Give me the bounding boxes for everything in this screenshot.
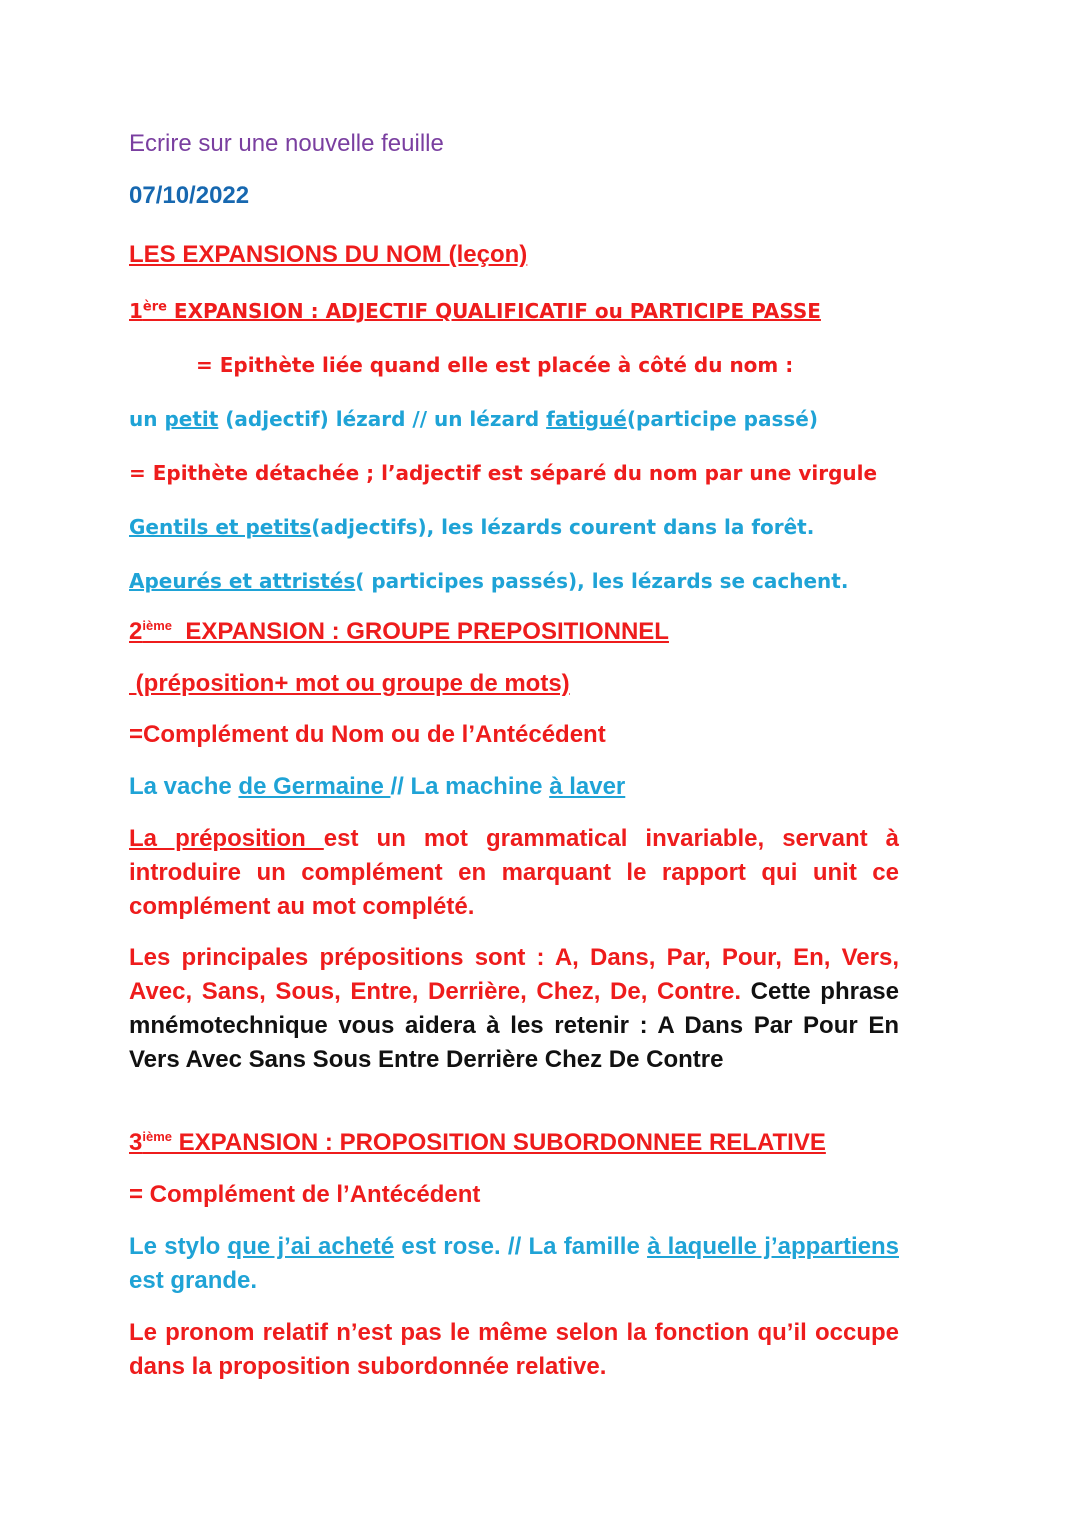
example-text: (participe passé) xyxy=(626,407,818,431)
preposition-definition: est un mot grammatical invariable, servant à introduire un complément en marquant le rapport qui unit ce complément au mot complété. xyxy=(129,825,899,920)
preposition-term: La préposition xyxy=(129,825,324,852)
expansion-2-example xyxy=(129,772,625,802)
expansion-1-example-2 xyxy=(129,512,814,542)
instruction-text: Ecrire sur une nouvelle feuille xyxy=(129,130,444,157)
expansion-1-example-1 xyxy=(129,404,818,434)
example-underlined: Apeurés et attristés xyxy=(129,569,356,593)
example-text: est rose. // La famille xyxy=(394,1233,648,1260)
expansion-2-definition: =Complément du Nom ou de l’Antécédent xyxy=(129,721,606,748)
expansion-1-heading xyxy=(129,296,821,326)
relative-pronoun-paragraph: Le pronom relatif n’est pas le même selon la fonction qu’il occupe dans la proposition subordonnée relative. xyxy=(129,1319,899,1380)
example-underlined: Gentils et petits xyxy=(129,515,312,539)
example-text: ( participes passés), les lézards se cachent. xyxy=(355,569,849,593)
example-underlined: à laquelle j’appartiens xyxy=(647,1233,899,1260)
lesson-title: LES EXPANSIONS DU NOM (leçon) xyxy=(129,241,528,268)
example-text: Le stylo xyxy=(129,1233,228,1260)
example-text: (adjectif) lézard // un lézard xyxy=(218,407,547,431)
expansion-2-title: EXPANSION : GROUPE PREPOSITIONNEL xyxy=(172,618,669,645)
expansion-1-superscript: ère xyxy=(142,299,167,315)
expansion-1-number: 1 xyxy=(129,299,143,323)
expansion-1-example-3 xyxy=(129,566,848,596)
prepositions-list-paragraph xyxy=(129,941,899,1077)
expansion-2-superscript: ième xyxy=(142,618,172,633)
example-text: La vache xyxy=(129,773,239,800)
example-text: est grande. xyxy=(129,1267,258,1294)
expansion-3-title: EXPANSION : PROPOSITION SUBORDONNEE RELATIVE xyxy=(172,1129,826,1156)
prepositions-list: Les principales prépositions sont : A, Dans, Par, Pour, En, Vers, Avec, Sans, Sous, Entre, Derrière, Chez, De, Contre. xyxy=(129,944,899,1005)
date-text: 07/10/2022 xyxy=(129,182,250,209)
expansion-3-definition: = Complément de l’Antécédent xyxy=(129,1181,481,1208)
example-underlined: petit xyxy=(164,407,219,431)
preposition-definition-paragraph xyxy=(129,822,899,924)
expansion-3-example xyxy=(129,1230,899,1298)
example-underlined: que j’ai acheté xyxy=(227,1233,395,1260)
example-underlined: de Germaine xyxy=(238,773,391,800)
example-underlined: fatigué xyxy=(546,407,627,431)
expansion-1-definition-detachee: = Epithète détachée ; l’adjectif est séparé du nom par une virgule xyxy=(129,461,878,485)
expansion-1-definition-liee: = Epithète liée quand elle est placée à côté du nom : xyxy=(196,353,794,377)
example-text: // La machine xyxy=(390,773,550,800)
example-text: (adjectifs), les lézards courent dans la forêt. xyxy=(311,515,815,539)
expansion-3-superscript: ième xyxy=(142,1129,172,1144)
expansion-2-subheading: (préposition+ mot ou groupe de mots) xyxy=(129,670,570,697)
expansion-2-number: 2 xyxy=(129,618,143,645)
example-text: un xyxy=(129,407,165,431)
mnemonic-sentence: Cette phrase mnémotechnique vous aidera à les retenir : A Dans Par Pour En Vers Avec Sans Sous Entre Derrière Chez De Contre xyxy=(129,978,899,1073)
expansion-3-heading xyxy=(129,1128,826,1158)
expansion-1-title: EXPANSION : ADJECTIF QUALIFICATIF ou PARTICIPE PASSE xyxy=(166,299,821,323)
expansion-3-number: 3 xyxy=(129,1129,143,1156)
expansion-2-heading xyxy=(129,617,669,647)
example-underlined: à laver xyxy=(549,773,626,800)
